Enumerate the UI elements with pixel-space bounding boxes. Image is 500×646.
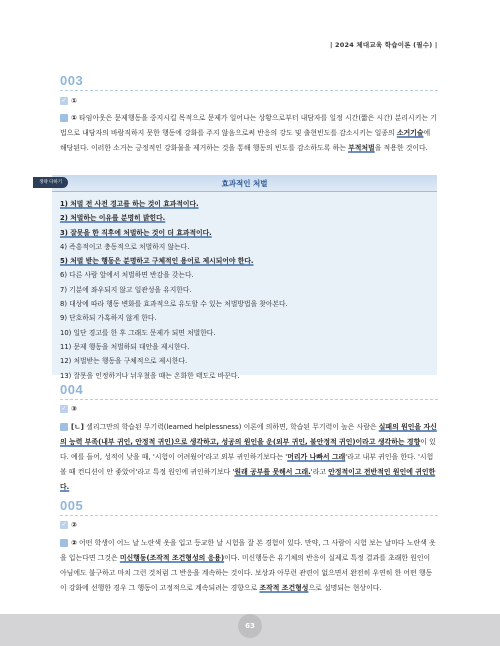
tip-box-title: 효과적인 처벌 <box>221 179 268 188</box>
tip-list-item: 3) 잘못을 한 직후에 처벌하는 것이 더 효과적이다. <box>60 228 212 237</box>
explanation-text: '라고 <box>310 468 329 476</box>
question-number: 003 <box>60 73 84 88</box>
explanation-text: 이다. 미신행동은 유기체의 반응이 실제로 특정 결과를 초래한 원인이 아님에도 불구하고 마치 그런 것처럼 그 반응을 계속하는 것이다. 보상과 아무런 관련이 없으면서 완전히 우연히 한 어떤 행동이 강화에 선행한 경우 그 행동이 고정적으로 계속되려는 경향으로 <box>60 554 433 592</box>
explanation-text: 어떤 학생이 어느 날 노란색 옷을 입고 등교한 날 시험을 잘 본 경험이 있다. 만약, 그 사람이 시험 보는 날마다 노란색 옷을 입는다면 그것은 <box>60 539 436 562</box>
question-number: 005 <box>60 498 84 513</box>
question-number: 004 <box>60 382 84 397</box>
running-header: | 2024 체대교육 학습이론 (필수) | <box>330 41 438 49</box>
tip-list-item: 9) 단호하되 가혹하지 않게 한다. <box>60 314 157 323</box>
emphasis-text: 부적처벌 <box>348 144 375 152</box>
tip-list-item: 1) 처벌 전 사전 경고를 하는 것이 효과적이다. <box>60 200 199 208</box>
tip-list-item: 7) 기분에 좌우되지 않고 일관성을 유지한다. <box>60 285 192 294</box>
tip-list-item: 8) 대상에 따라 행동 변화를 효과적으로 유도할 수 있는 처벌방법을 찾아본다. <box>60 300 288 309</box>
answer-tag-icon: ✓ <box>61 405 67 412</box>
explanation-paragraph <box>60 536 438 596</box>
answer-tag-icon: ✓ <box>61 97 67 104</box>
emphasis-text: 머리가 나빠서 그래 <box>287 453 346 461</box>
answer-row <box>60 521 77 529</box>
page-number: 63 <box>238 614 262 638</box>
explanation-text: 타임아웃은 문제행동을 중지시킬 목적으로 문제가 일어나는 상황으로부터 내담자를 일정 시간(짧은 시간) 분리시키는 기법으로 내담자의 바람직하지 못한 행동에 강화를 주지 않음으로써 반응의 강도 및 출현빈도를 감소시키는 일종의 소거기술에 해당된다. 이러한 소거는 긍정적인 강화물을 제거하는 것을 통해 행동의 빈도를 감소하도록 하는 부적처벌을 적용한 것이다. <box>60 114 437 152</box>
answer-row <box>60 97 77 105</box>
section-divider <box>60 90 438 91</box>
explanation-mark: ① <box>71 114 77 122</box>
answer-tag-icon: ✓ <box>61 521 67 528</box>
emphasis-text: 실패의 원인을 자신의 능력 부족(내부 귀인, 안정적 귀인)으로 생각하고, 성공의 원인을 운(외부 귀인, 불안정적 귀인)이라고 생각하는 경향 <box>60 423 437 446</box>
tip-list-item: 2) 처벌하는 이유를 분명히 밝힌다. <box>60 214 166 223</box>
explanation-icon <box>60 423 68 431</box>
explanation-text: 셀리그만의 학습된 무기력(learned helplessness) 이론에 의하면, 학습된 무기력이 높은 사람은 <box>83 423 379 431</box>
section-divider <box>60 515 438 516</box>
section-divider <box>60 399 438 400</box>
emphasis-text: 안정적이고 전반적인 원인에 귀인한다. <box>60 468 436 491</box>
tip-box-tag: 생략 다하기 <box>33 177 68 188</box>
explanation-paragraph <box>60 420 438 495</box>
tip-list-item: 12) 처벌받는 행동을 구체적으로 제시한다. <box>60 357 188 366</box>
tip-list-item: 6) 다른 사람 앞에서 처벌하면 반감을 갖는다. <box>60 271 194 280</box>
emphasis-text: 조작적 조건형성 <box>259 584 309 592</box>
emphasis-text: 미신행동(조작적 조건형성의 응용) <box>119 554 225 562</box>
explanation-text: 이 있다. 예를 들어, 성적이 낮을 때, '시험이 어려웠어'라고 외부 귀인하기보다는 ' <box>60 438 436 461</box>
emphasis-text: 원래 공부를 못해서 그래. <box>234 468 311 476</box>
tip-list-item: 11) 문제 행동을 처벌하되 대안을 제시한다. <box>60 342 190 351</box>
explanation-mark: [ㄴ] <box>71 423 84 431</box>
explanation-icon <box>60 539 68 547</box>
explanation-mark: ② <box>71 539 77 547</box>
tip-list-item: 4) 즉흥적이고 충동적으로 처벌하지 않는다. <box>60 242 190 251</box>
answer-value: ① <box>71 97 77 105</box>
tip-list-item: 10) 일단 경고를 한 후 그래도 문제가 되면 처벌한다. <box>60 328 216 337</box>
emphasis-text: 소거기술 <box>396 129 424 137</box>
explanation-text: '라고 내부 귀인을 한다. '시험 볼 때 컨디션이 안 좋았어'라고 특정 원인에 귀인하기보다 ' <box>60 453 434 476</box>
explanation-icon <box>60 114 68 122</box>
tip-box-list <box>60 197 288 383</box>
tip-list-item: 5) 처벌 받는 행동은 분명하고 구체적인 용어로 제시되어야 한다. <box>60 257 254 266</box>
explanation-paragraph <box>60 111 438 156</box>
answer-row <box>60 405 77 413</box>
tip-list-item: 13) 잘못을 인정하거나 뉘우쳤을 때는 온화한 태도로 바꾼다. <box>60 371 240 380</box>
answer-value: ② <box>71 521 77 529</box>
explanation-text: 으로 설명되는 현상이다. <box>308 584 382 592</box>
answer-value: ③ <box>71 405 77 413</box>
